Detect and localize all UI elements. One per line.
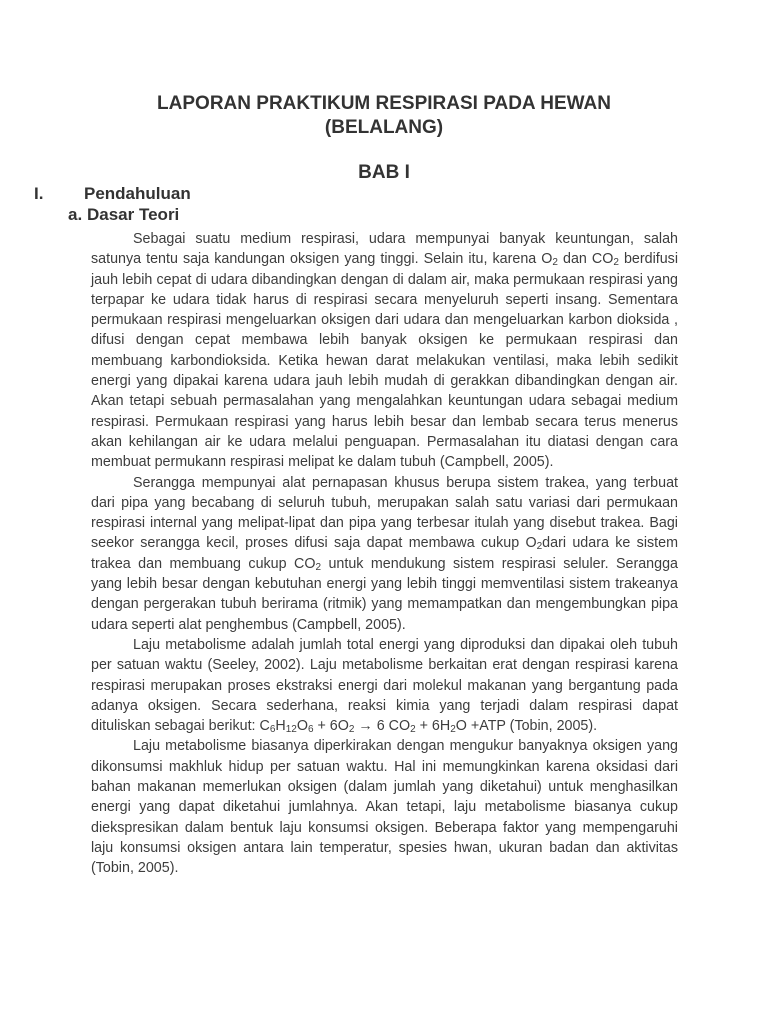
subscript: 2	[613, 257, 619, 269]
subscript: 2	[315, 561, 322, 573]
subscript: 2	[410, 724, 416, 736]
subscript: 2	[450, 724, 456, 736]
paragraph-1: Sebagai suatu medium respirasi, udara mempunyai banyak keuntungan, salah satunya tentu saja kandungan oksigen yang tinggi. Selain itu, karena $O_2$ dan $CO_2$ berdifusi jauh lebih cepat di udara dibandingkan dengan di dalam air, maka permukaan respirasi yang terpapar ke udara tidak harus di respirasi secara menyeluruh seperti insang. Sementara permukaan respirasi mengeluarkan oksigen dari udara dan mengeluarkan karbon dioksida , difusi dengan cepat membawa lebih banyak oksigen ke permukaan respirasi dan membuang karbondioksida. Ketika hewan darat melakukan ventilasi, maka lebih sedikit energi yang dipakai karena udara jauh lebih mudah di gerakkan dibandingkan dengan air. Akan tetapi sebuah permasalahan yang mengalahkan keuntungan udara sebagai medium respirasi. Permukaan respirasi yang harus lebih besar dan lembab secara terus menerus akan kehilangan air ke udara melalui penguapan. Permasalahan itu diatasi dengan cara membuat permukann respirasi melipat ke dalam tubuh (Campbell, 2005).	[91, 231, 678, 471]
section-number: I.	[34, 184, 44, 203]
chapter-heading: BAB I	[358, 162, 410, 183]
section-title: Pendahuluan	[84, 184, 191, 203]
section-heading	[34, 184, 191, 204]
subscript: 6	[307, 724, 314, 736]
subscript: 2	[348, 724, 355, 736]
report-title-line-2: (BELALANG)	[324, 117, 444, 138]
body-text	[91, 229, 678, 879]
subsection-number: a.	[68, 205, 83, 224]
subscript: 6	[269, 724, 276, 736]
subscript: 12	[285, 724, 297, 736]
paragraph-4: Laju metabolisme biasanya diperkirakan dengan mengukur banyaknya oksigen yang dikonsumsi makhluk hidup per satuan waktu. Hal ini memungkinkan karena oksidasi dari bahan makanan memerlukan oksigen (dalam jumlah yang diketahui) untuk menghasilkan energi yang dapat diketahui jumlahnya. Akan tetapi, laju metabolisme biasanya cukup diekspresikan dalam bentuk laju konsumsi oksigen. Beberapa faktor yang mempengaruhi laju konsumsi oksigen antara lain temperatur, spesies hwan, ukuran badan dan aktivitas (Tobin, 2005).	[91, 738, 678, 877]
paragraph-3: Laju metabolisme adalah jumlah total energi yang diproduksi dan dipakai oleh tubuh per satuan waktu (Seeley, 2002). Laju metabolisme berkaitan erat dengan respirasi karena respirasi merupakan proses ekstraksi energi dari molekul makanan yang bergantung pada adanya oksigen. Secara sederhana, reaksi kimia yang terjadi dalam respirasi dapat dituliskan sebagai berikut: $C_6H_{12}O_6 + 6O_2 \to 6$ $CO_2 + 6H_2O +ATP$ (Tobin, 2005).	[91, 636, 678, 736]
subscript: 2	[536, 541, 543, 553]
report-title	[0, 92, 768, 140]
subsection-heading	[68, 205, 179, 225]
subscript: 2	[552, 257, 558, 269]
report-title-line-1: LAPORAN PRAKTIKUM RESPIRASI PADA HEWAN	[157, 93, 611, 114]
paragraph-2: Serangga mempunyai alat pernapasan khusus berupa sistem trakea, yang terbuat dari pipa yang becabang di seluruh tubuh, merupakan salah satu variasi dari permukaan respirasi internal yang melipat-lipat dan pipa yang terbesar itulah yang disebut trakea. Bagi seekor serangga kecil, proses difusi saja dapat membawa cukup $O_2dari$ udara ke sistem trakea dan membuang cukup $CO_2$ untuk mendukung sistem respirasi seluler. Serangga yang lebih besar dengan kebutuhan energi yang lebih tinggi memventilasi sistem trakeanya dengan pergerakan tubuh berirama (ritmik) yang memampatkan dan mengembungkan pipa udara seperti alat penghembus (Campbell, 2005).	[91, 474, 678, 633]
subsection-title: Dasar Teori	[87, 205, 180, 224]
